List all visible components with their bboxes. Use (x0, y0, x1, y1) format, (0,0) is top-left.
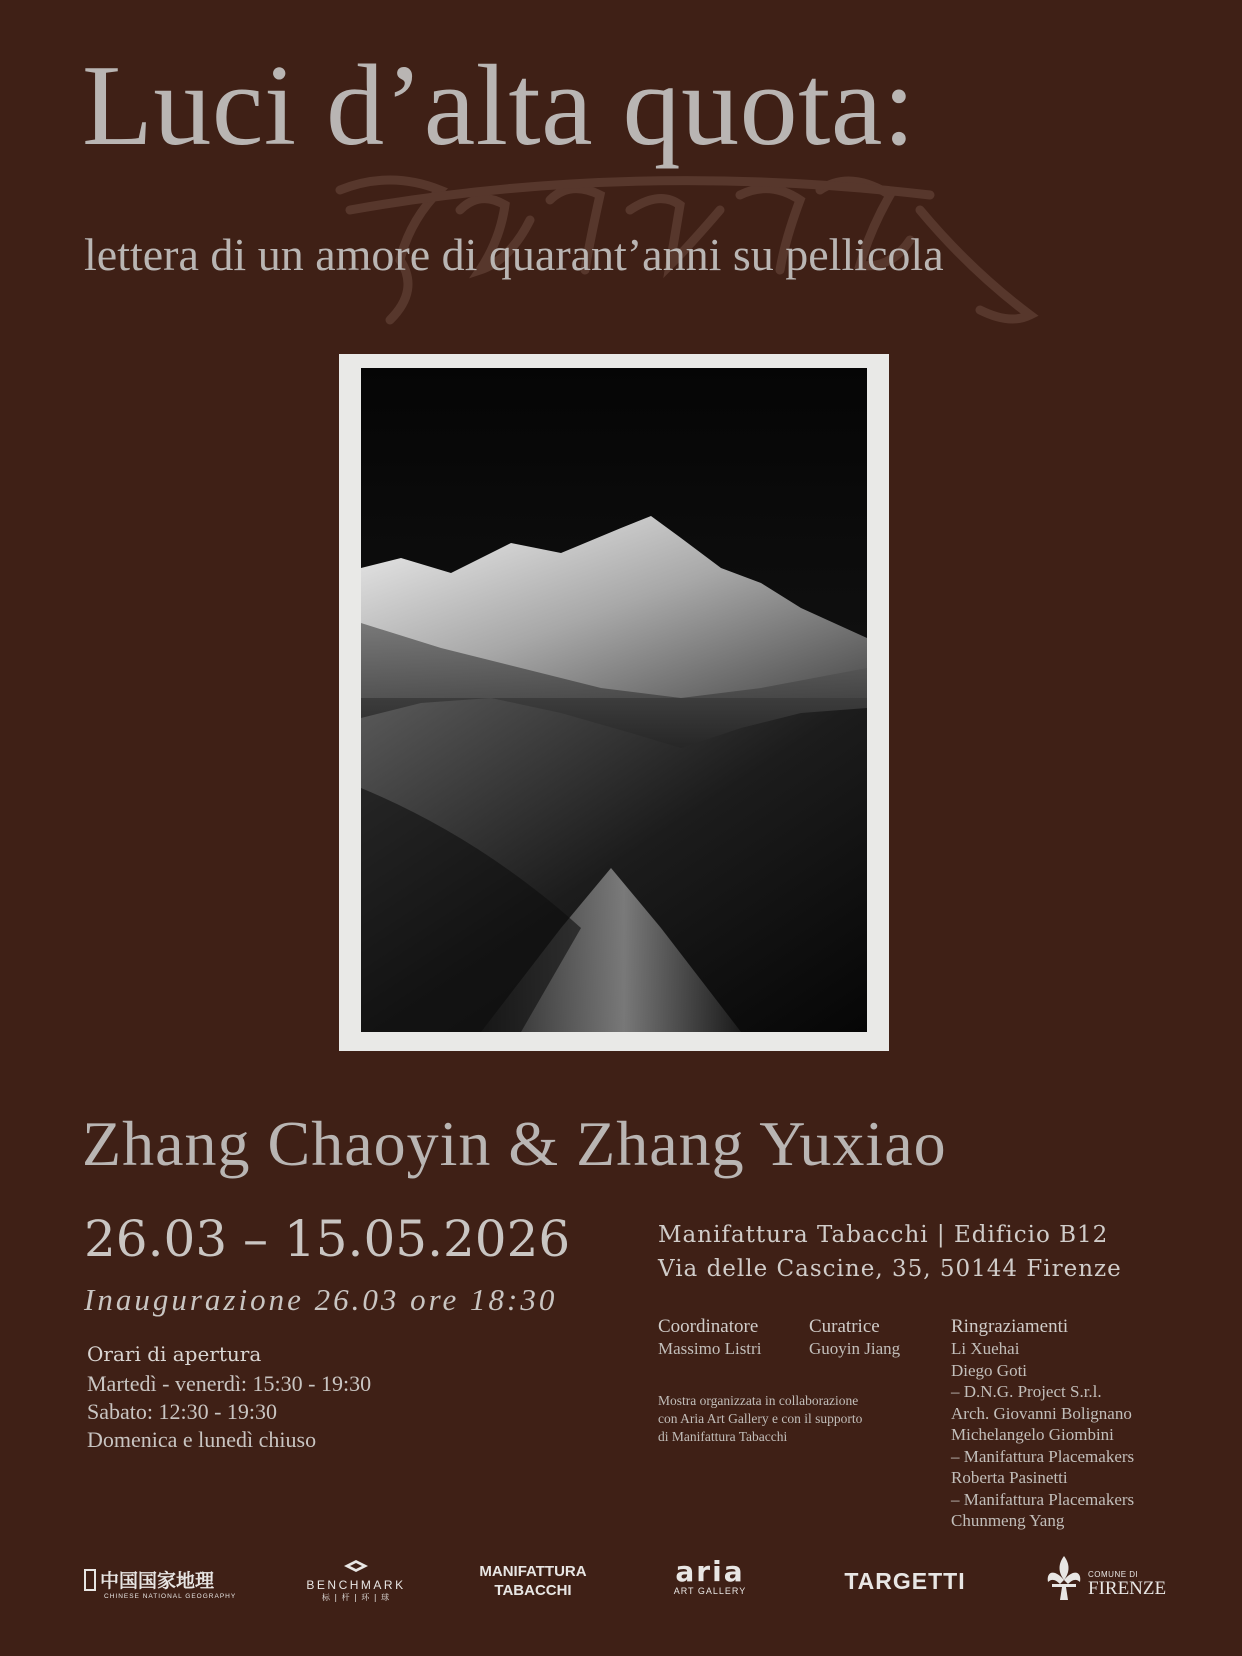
benchmark-logo (300, 1558, 412, 1603)
thanks-block (951, 1316, 1134, 1532)
note-line: Mostra organizzata in collaborazione (658, 1393, 859, 1408)
cng-logo (84, 1566, 237, 1600)
thanks-name: Michelangelo Giombini (951, 1425, 1114, 1444)
targetti-logo (830, 1568, 980, 1595)
note-line: di Manifattura Tabacchi (658, 1429, 788, 1444)
hours-heading: Orari di apertura (87, 1342, 262, 1366)
note-line: con Aria Art Gallery e con il supporto (658, 1411, 863, 1426)
exhibition-dates: 26.03 – 15.05.2026 (84, 1210, 571, 1268)
photo-frame (339, 354, 889, 1051)
thanks-name: Roberta Pasinetti (951, 1468, 1068, 1487)
thanks-name: Chunmeng Yang (951, 1511, 1065, 1530)
thanks-name: – D.N.G. Project S.r.l. (951, 1382, 1102, 1401)
venue-line-2: Via delle Cascine, 35, 50144 Firenze (658, 1256, 1122, 1282)
curator-name: Guoyin Jiang (809, 1339, 901, 1358)
hours-line: Sabato: 12:30 - 19:30 (87, 1399, 278, 1424)
benchmark-subtitle: 标 | 杆 | 环 | 球 (321, 1593, 391, 1602)
thanks-name: Li Xuehai (951, 1339, 1020, 1358)
venue-address (658, 1218, 1122, 1286)
venue-line-1: Manifattura Tabacchi | Edificio B12 (658, 1222, 1109, 1248)
sponsor-logos (0, 1552, 1242, 1622)
benchmark-name: BENCHMARK (306, 1578, 406, 1592)
firenze-name: FIRENZE (1088, 1578, 1167, 1599)
organization-note (658, 1392, 928, 1446)
thanks-name: – Manifattura Placemakers (951, 1489, 1135, 1509)
firenze-small-label: COMUNE DI (1088, 1570, 1139, 1579)
exhibition-title: Luci d’alta quota: (82, 42, 916, 170)
mountain-photograph (361, 368, 867, 1032)
benchmark-cube-icon (336, 1558, 376, 1574)
cng-frame-icon (84, 1569, 96, 1591)
exhibition-subtitle: lettera di un amore di quarant’anni su pellicola (84, 229, 944, 280)
aria-subtitle: ART GALLERY (673, 1586, 747, 1596)
fleur-de-lis-icon (1044, 1554, 1084, 1602)
opening-hours (87, 1342, 371, 1454)
curator-block (809, 1316, 900, 1360)
targetti-name: TARGETTI (844, 1568, 966, 1594)
manifattura-line-1: MANIFATTURA (479, 1563, 587, 1580)
cng-subtitle: CHINESE NATIONAL GEOGRAPHY (104, 1593, 237, 1600)
cng-name: 中国国家地理 (99, 1570, 214, 1592)
thanks-heading: Ringraziamenti (951, 1316, 1069, 1337)
curator-heading: Curatrice (809, 1316, 880, 1337)
hours-line: Domenica e lunedì chiuso (87, 1427, 317, 1452)
artist-names: Zhang Chaoyin & Zhang Yuxiao (82, 1108, 947, 1179)
aria-name: aria (675, 1555, 745, 1588)
thanks-name: Diego Goti (951, 1360, 1028, 1380)
coordinator-block (658, 1316, 761, 1360)
hours-line: Martedì - venerdì: 15:30 - 19:30 (87, 1371, 372, 1396)
aria-logo (660, 1555, 760, 1596)
thanks-name: Arch. Giovanni Bolignano (951, 1403, 1132, 1423)
coordinator-name: Massimo Listri (658, 1339, 762, 1358)
opening-info: Inaugurazione 26.03 ore 18:30 (84, 1282, 558, 1317)
manifattura-line-2: TABACCHI (494, 1582, 572, 1599)
manifattura-logo (478, 1562, 588, 1600)
coordinator-heading: Coordinatore (658, 1316, 759, 1337)
thanks-name: – Manifattura Placemakers (951, 1446, 1135, 1466)
